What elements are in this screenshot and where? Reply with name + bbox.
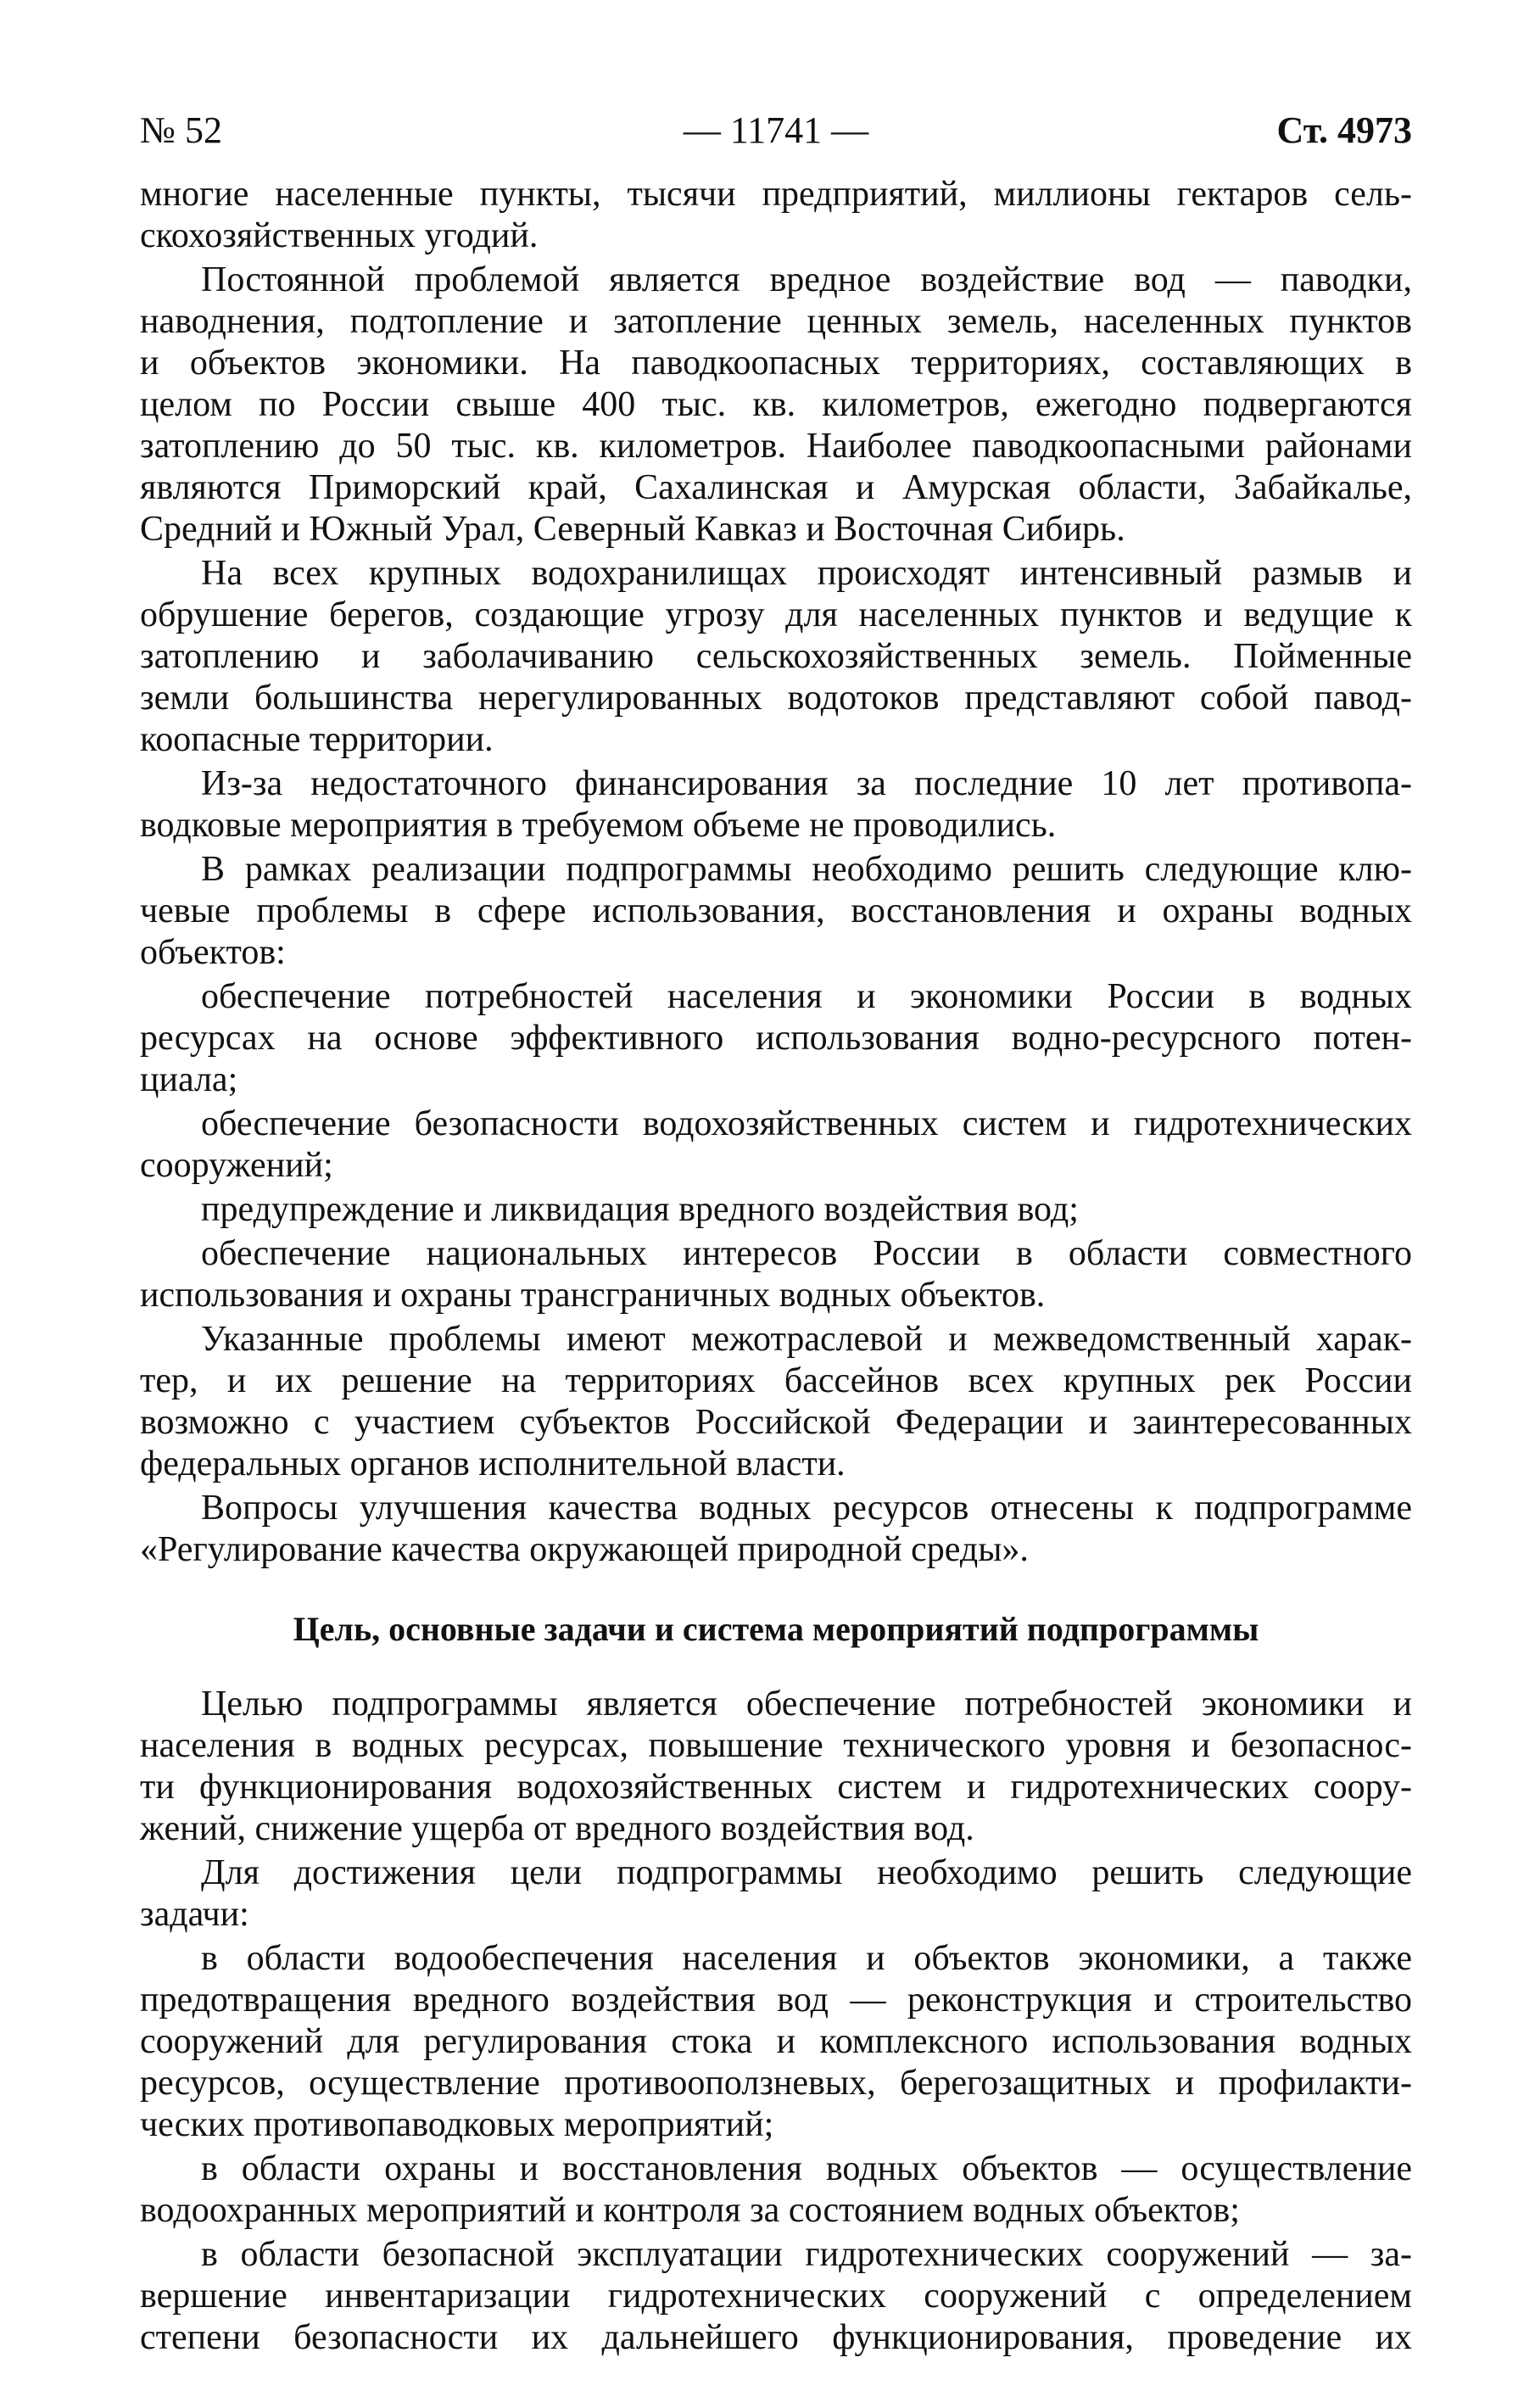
text-line: обеспечение национальных интересов России в области совместного bbox=[201, 1234, 1412, 1273]
text-line: сооружений для регулирования стока и комплексного использования водных bbox=[140, 2022, 1412, 2061]
paragraph bbox=[140, 1319, 1412, 1485]
text-line: Вопросы улучшения качества водных ресурсов отнесены к подпрограмме bbox=[201, 1489, 1412, 1528]
issue-number: № 52 bbox=[140, 109, 222, 151]
text-line: Для достижения цели подпрограммы необходимо решить следующие bbox=[201, 1853, 1412, 1892]
text-line: обеспечение безопасности водохозяйственных систем и гидротехнических bbox=[201, 1104, 1412, 1143]
text-line: Из-за недостаточного финансирования за последние 10 лет противопа- bbox=[201, 764, 1412, 803]
text-line: задачи: bbox=[140, 1895, 249, 1934]
paragraph bbox=[140, 1852, 1412, 1936]
text-line: федеральных органов исполнительной власти. bbox=[140, 1444, 846, 1483]
paragraph bbox=[140, 849, 1412, 974]
paragraph bbox=[140, 1189, 1412, 1231]
text-line: сооружений; bbox=[140, 1146, 333, 1185]
paragraph bbox=[140, 1684, 1412, 1850]
paragraph bbox=[140, 2148, 1412, 2232]
text-line: обеспечение потребностей населения и экономики России в водных bbox=[201, 977, 1412, 1016]
text-line: В рамках реализации подпрограммы необходимо решить следующие клю- bbox=[201, 850, 1412, 889]
paragraph bbox=[140, 1938, 1412, 2146]
text-line: земли большинства нерегулированных водотоков представляют собой павод- bbox=[140, 679, 1412, 718]
paragraph bbox=[140, 1233, 1412, 1316]
text-line: предупреждение и ликвидация вредного воздействия вод; bbox=[201, 1190, 1079, 1229]
text-line: циала; bbox=[140, 1060, 238, 1099]
paragraph bbox=[140, 553, 1412, 761]
text-line: затоплению до 50 тыс. кв. километров. Наиболее паводкоопасными районами bbox=[140, 427, 1412, 466]
text-line: ресурсах на основе эффективного использования водно-ресурсного потен- bbox=[140, 1019, 1412, 1058]
text-line: коопасные территории. bbox=[140, 720, 494, 759]
text-line: населения в водных ресурсах, повышение технического уровня и безопаснос- bbox=[140, 1726, 1412, 1765]
text-line: водковые мероприятия в требуемом объеме не проводились. bbox=[140, 806, 1057, 845]
text-line: возможно с участием субъектов Российской Федерации и заинтересованных bbox=[140, 1403, 1412, 1442]
section-problems bbox=[140, 174, 1412, 1571]
text-line: На всех крупных водохранилищах происходят интенсивный размыв и bbox=[201, 554, 1412, 593]
text-line: вершение инвентаризации гидротехнических сооружений с определением bbox=[140, 2277, 1412, 2316]
text-line: в области безопасной эксплуатации гидротехнических сооружений — за- bbox=[201, 2235, 1412, 2274]
paragraph bbox=[140, 1103, 1412, 1187]
paragraph bbox=[140, 763, 1412, 846]
text-line: обрушение берегов, создающие угрозу для населенных пунктов и ведущие к bbox=[140, 595, 1412, 634]
paragraph bbox=[140, 260, 1412, 550]
text-line: затоплению и заболачиванию сельскохозяйственных земель. Пойменные bbox=[140, 637, 1412, 676]
text-line: водоохранных мероприятий и контроля за состоянием водных объектов; bbox=[140, 2191, 1240, 2230]
paragraph bbox=[140, 1488, 1412, 1571]
paragraph bbox=[140, 174, 1412, 257]
text-line: Средний и Южный Урал, Северный Кавказ и Восточная Сибирь. bbox=[140, 510, 1125, 549]
text-line: являются Приморский край, Сахалинская и Амурская области, Забайкалье, bbox=[140, 468, 1412, 507]
text-line: многие населенные пункты, тысячи предприятий, миллионы гектаров сель- bbox=[140, 175, 1412, 214]
text-line: наводнения, подтопление и затопление ценных земель, населенных пунктов bbox=[140, 302, 1412, 341]
text-line: в области водообеспечения населения и объектов экономики, а также bbox=[201, 1939, 1412, 1978]
text-line: тер, и их решение на территориях бассейнов всех крупных рек России bbox=[140, 1361, 1412, 1400]
text-line: жений, снижение ущерба от вредного воздействия вод. bbox=[140, 1809, 974, 1848]
text-line: в области охраны и восстановления водных объектов — осуществление bbox=[201, 2149, 1412, 2188]
page-header bbox=[140, 109, 1412, 156]
paragraph bbox=[140, 2234, 1412, 2359]
text-line: объектов: bbox=[140, 933, 286, 972]
text-line: ресурсов, осуществление противооползневых, берегозащитных и профилакти- bbox=[140, 2064, 1412, 2103]
section-goals bbox=[140, 1684, 1412, 2359]
text-line: скохозяйственных угодий. bbox=[140, 216, 539, 255]
text-line: предотвращения вредного воздействия вод — реконструкция и строительство bbox=[140, 1981, 1412, 2020]
text-line: Целью подпрограммы является обеспечение потребностей экономики и bbox=[201, 1684, 1412, 1724]
article-number: Ст. 4973 bbox=[1276, 109, 1412, 151]
text-line: и объектов экономики. На паводкоопасных территориях, составляющих в bbox=[140, 344, 1412, 383]
paragraph bbox=[140, 976, 1412, 1101]
text-line: использования и охраны трансграничных водных объектов. bbox=[140, 1276, 1046, 1315]
text-line: «Регулирование качества окружающей природной среды». bbox=[140, 1530, 1029, 1569]
text-line: степени безопасности их дальнейшего функционирования, проведение их bbox=[140, 2318, 1412, 2357]
section-heading: Цель, основные задачи и система мероприятий подпрограммы bbox=[293, 1610, 1259, 1648]
text-line: Постоянной проблемой является вредное воздействие вод — паводки, bbox=[201, 260, 1412, 299]
text-line: целом по России свыше 400 тыс. кв. километров, ежегодно подвергаются bbox=[140, 385, 1412, 424]
text-line: Указанные проблемы имеют межотраслевой и межведомственный харак- bbox=[201, 1320, 1412, 1359]
page-number: — 11741 — bbox=[683, 109, 869, 151]
text-line: чевые проблемы в сфере использования, восстановления и охраны водных bbox=[140, 891, 1412, 930]
text-line: ческих противопаводковых мероприятий; bbox=[140, 2105, 774, 2144]
text-line: ти функционирования водохозяйственных систем и гидротехнических соору- bbox=[140, 1768, 1412, 1807]
document-body bbox=[140, 174, 1412, 2361]
